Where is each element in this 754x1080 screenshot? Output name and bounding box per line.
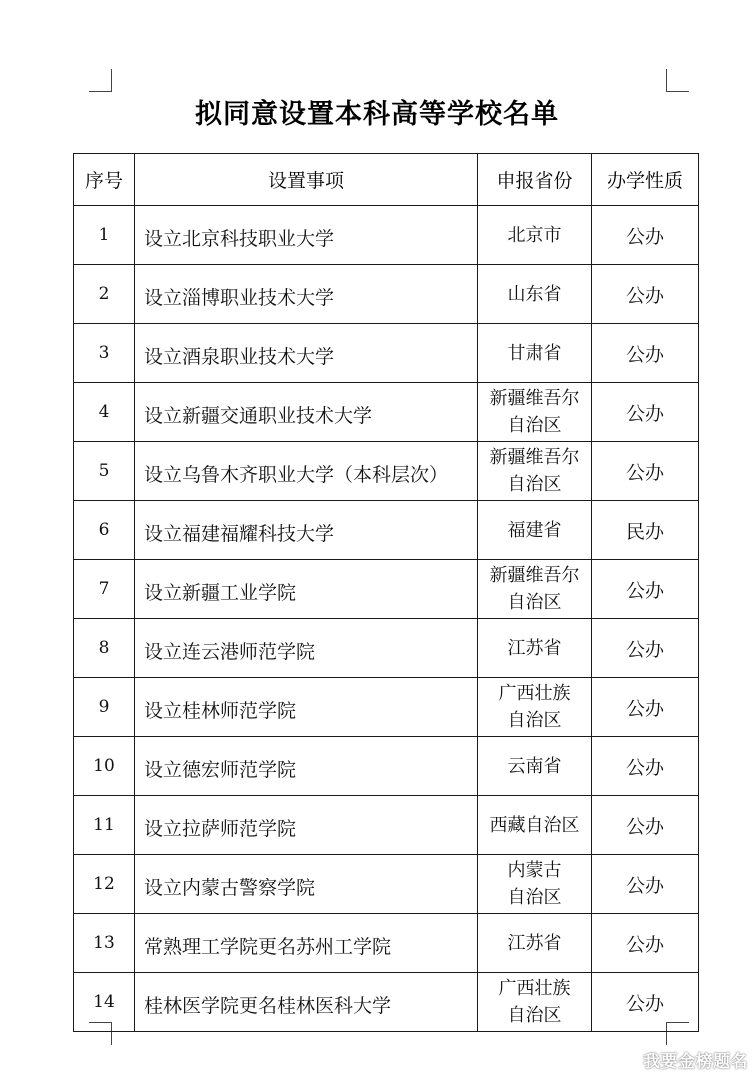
row-no: 11: [74, 796, 135, 855]
row-nature: 公办: [592, 737, 699, 796]
page-corner-mark-top-right: [666, 69, 689, 92]
row-province: [478, 855, 592, 914]
province-line-2: 自治区: [507, 474, 562, 495]
row-item: 桂林医学院更名桂林医科大学: [135, 973, 478, 1032]
page-corner-mark-top-left: [89, 69, 112, 92]
row-item: 设立桂林师范学院: [135, 678, 478, 737]
row-nature: 公办: [592, 324, 699, 383]
row-item: 设立淄博职业技术大学: [135, 265, 478, 324]
row-no: 9: [74, 678, 135, 737]
province-line-1: 新疆维吾尔: [489, 447, 580, 468]
row-nature: 公办: [592, 442, 699, 501]
row-no: 2: [74, 265, 135, 324]
row-item: 设立连云港师范学院: [135, 619, 478, 678]
school-list-table: [73, 153, 699, 1032]
header-no: 序号: [74, 154, 135, 206]
header-item: 设置事项: [135, 154, 478, 206]
table-header-row: [74, 154, 699, 206]
province-line-1: 广西壮族: [498, 978, 571, 999]
row-nature: 公办: [592, 206, 699, 265]
table-row: [74, 383, 699, 442]
row-item: 设立新疆工业学院: [135, 560, 478, 619]
row-nature: 公办: [592, 678, 699, 737]
row-nature: 公办: [592, 796, 699, 855]
row-province: [478, 737, 592, 796]
row-item: 设立拉萨师范学院: [135, 796, 478, 855]
table-row: [74, 501, 699, 560]
province-line-1: 甘肃省: [507, 342, 562, 364]
table-row: [74, 442, 699, 501]
watermark-text: 我要金榜题名: [643, 1052, 748, 1072]
row-nature: 公办: [592, 973, 699, 1032]
row-item: 设立内蒙古警察学院: [135, 855, 478, 914]
table-row: [74, 796, 699, 855]
row-item: 常熟理工学院更名苏州工学院: [135, 914, 478, 973]
row-no: 10: [74, 737, 135, 796]
province-line-2: 自治区: [507, 415, 562, 436]
province-line-1: 江苏省: [507, 637, 562, 659]
table-row: [74, 973, 699, 1032]
province-line-1: 广西壮族: [498, 683, 571, 704]
row-item: 设立德宏师范学院: [135, 737, 478, 796]
row-no: 1: [74, 206, 135, 265]
row-item: 设立北京科技职业大学: [135, 206, 478, 265]
row-province: [478, 560, 592, 619]
province-line-1: 西藏自治区: [489, 814, 580, 836]
table-row: [74, 855, 699, 914]
row-item: 设立新疆交通职业技术大学: [135, 383, 478, 442]
table-row: [74, 206, 699, 265]
province-line-1: 新疆维吾尔: [489, 565, 580, 586]
row-item: 设立酒泉职业技术大学: [135, 324, 478, 383]
row-nature: 公办: [592, 265, 699, 324]
province-line-2: 自治区: [507, 592, 562, 613]
row-item: 设立福建福耀科技大学: [135, 501, 478, 560]
row-nature: 公办: [592, 855, 699, 914]
row-province: [478, 796, 592, 855]
row-no: 13: [74, 914, 135, 973]
province-line-1: 山东省: [507, 283, 562, 305]
province-line-1: 内蒙古: [507, 860, 562, 881]
table-row: [74, 619, 699, 678]
row-no: 6: [74, 501, 135, 560]
table-row: [74, 560, 699, 619]
row-no: 5: [74, 442, 135, 501]
row-province: [478, 383, 592, 442]
row-no: 14: [74, 973, 135, 1032]
province-line-2: 自治区: [507, 710, 562, 731]
row-nature: 公办: [592, 914, 699, 973]
row-province: [478, 914, 592, 973]
row-no: 3: [74, 324, 135, 383]
row-item: 设立乌鲁木齐职业大学（本科层次）: [135, 442, 478, 501]
table-row: [74, 737, 699, 796]
table-row: [74, 678, 699, 737]
row-nature: 民办: [592, 501, 699, 560]
row-no: 4: [74, 383, 135, 442]
document-title: 拟同意设置本科高等学校名单: [195, 99, 559, 130]
row-no: 12: [74, 855, 135, 914]
row-province: [478, 678, 592, 737]
province-line-2: 自治区: [507, 1005, 562, 1026]
row-province: [478, 442, 592, 501]
row-no: 7: [74, 560, 135, 619]
row-province: [478, 501, 592, 560]
table-row: [74, 324, 699, 383]
row-province: [478, 619, 592, 678]
table-row: [74, 265, 699, 324]
row-nature: 公办: [592, 383, 699, 442]
table-row: [74, 914, 699, 973]
province-line-1: 北京市: [507, 224, 562, 246]
row-province: [478, 265, 592, 324]
row-nature: 公办: [592, 619, 699, 678]
province-line-1: 云南省: [507, 755, 562, 777]
row-no: 8: [74, 619, 135, 678]
province-line-2: 自治区: [507, 887, 562, 908]
province-line-1: 新疆维吾尔: [489, 388, 580, 409]
header-province: 申报省份: [478, 154, 592, 206]
province-line-1: 福建省: [507, 519, 562, 541]
header-nature: 办学性质: [592, 154, 699, 206]
row-nature: 公办: [592, 560, 699, 619]
row-province: [478, 324, 592, 383]
province-line-1: 江苏省: [507, 932, 562, 954]
row-province: [478, 973, 592, 1032]
row-province: [478, 206, 592, 265]
